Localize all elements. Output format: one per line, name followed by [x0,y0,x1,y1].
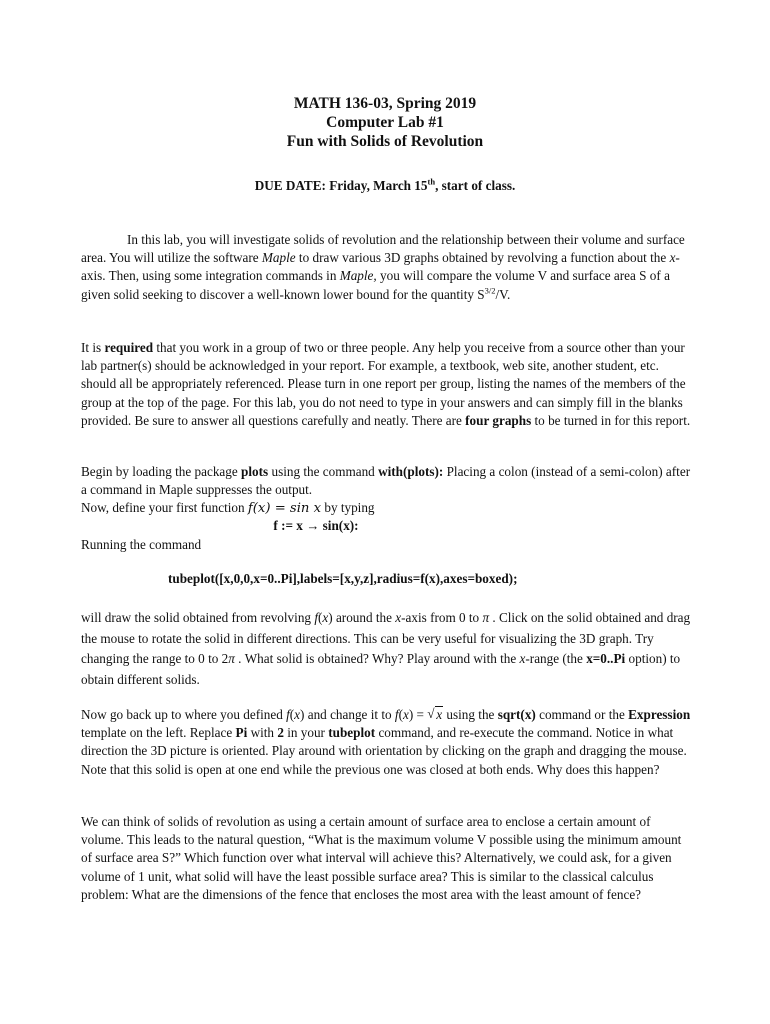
optimization-paragraph: We can think of solids of revolution as using a certain amount of surface area to enclose a certain amount of volume. This leads to the natural question, “What is the maximum volume V possible using the minimum amount of surface area S?” Which function over what interval will achieve this? Alternatively, we could ask, for a given volume of 1 unit, what solid will have the least possible surface area? This is similar to the classical calculus problem: What are the dimensions of the fence that encloses the most area with the least amount of fence? [81,814,682,902]
running-label: Running the command [81,537,202,552]
tubeplot-paragraph: will draw the solid obtained from revolving f(x) around the x-axis from 0 to π . Click on the solid obtained and drag the mouse to rotate the solid in different directions. This can be very useful for visualizing the 3D graph. Try changing the range to 0 to 2π . What solid is obtained? Why? Play around with the x-range (the x=0..Pi option) to obtain different solids. [81,610,691,687]
intro-paragraph: In this lab, you will investigate solids of revolution and the relationship between their volume and surface area. You will utilize the software Maple to draw various 3D graphs obtained by revolving a function about the x-axis. Then, using some integration commands in Maple, you will compare the volume V and surface area S of a given solid seeking to discover a well-known lower bound for the quantity $S^{3/2}/V$. [81,232,685,302]
setup-paragraph: Begin by loading the package plots using the command with(plots): Placing a colon (instead of a semi-colon) after a command in Maple suppresses the output. [81,464,691,498]
sqrt-paragraph: Now go back up to where you defined f(x) and change it to f(x) = √ x using the sqrt(x) command or the Expression template on the left. Replace Pi with 2 in your tubeplot command, and re-execute the command. Notice in what direction the 3D picture is oriented. Play around with orientation by clicking on the graph and dragging the mouse. Note that this solid is open at one end while the previous one was closed at both ends. Why does this happen? [81,706,691,777]
course-title: MATH 136-03, Spring 2019 [293,95,477,112]
due-date: DUE DATE: Friday, March 15th, start of class. [254,176,516,193]
tubeplot-command: tubeplot([x,0,0,x=0..Pi],labels=[x,y,z],radius=f(x),axes=boxed); [168,571,518,586]
requirements-paragraph: It is required that you work in a group of two or three people. Any help you receive from a source other than your lab partner(s) should be acknowledged in your report. For example, a textbook, web site, another student, etc. should all be appropriately referenced. Please turn in one report per group, listing the names of the members of the group at the top of the page. For this lab, you do not need to type in your answers and can simply fill in the blanks provided. Be sure to answer all questions carefully and neatly. There are four graphs to be turned in for this report. [81,340,691,428]
define-function-line: Now, define your first function f(x) = sin x by typing [81,500,375,516]
document-title-block [0,94,770,151]
lab-subtitle: Fun with Solids of Revolution [286,133,484,150]
lab-title: Computer Lab #1 [326,114,444,131]
define-command: f := x → sin(x): [273,518,359,533]
square-root-symbol: √ x [427,706,443,722]
